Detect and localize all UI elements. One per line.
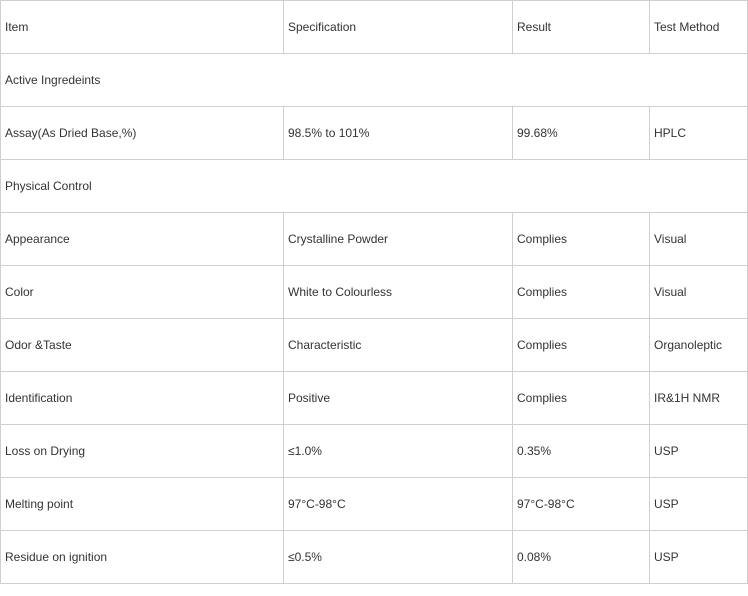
header-specification: Specification (284, 1, 513, 54)
cell-item: Identification (1, 372, 284, 425)
table-row (1, 372, 748, 425)
header-test-method: Test Method (650, 1, 748, 54)
table-row (1, 531, 748, 584)
cell-test-method: HPLC (650, 107, 748, 160)
section-title: Active Ingredeints (1, 54, 748, 107)
cell-item: Appearance (1, 213, 284, 266)
cell-test-method: Visual (650, 213, 748, 266)
cell-specification: White to Colourless (284, 266, 513, 319)
cell-specification: Characteristic (284, 319, 513, 372)
cell-item: Odor &Taste (1, 319, 284, 372)
cell-test-method: USP (650, 478, 748, 531)
cell-specification: 97°C-98°C (284, 478, 513, 531)
cell-specification: Positive (284, 372, 513, 425)
cell-test-method: IR&1H NMR (650, 372, 748, 425)
table-row (1, 266, 748, 319)
cell-test-method: Organoleptic (650, 319, 748, 372)
table-header-row (1, 1, 748, 54)
cell-result: 0.35% (513, 425, 650, 478)
section-row-active-ingredients (1, 54, 748, 107)
cell-result: Complies (513, 319, 650, 372)
cell-item: Assay(As Dried Base,%) (1, 107, 284, 160)
table-row (1, 425, 748, 478)
cell-specification: ≤1.0% (284, 425, 513, 478)
cell-test-method: USP (650, 531, 748, 584)
cell-item: Melting point (1, 478, 284, 531)
section-title: Physical Control (1, 160, 748, 213)
cell-result: 97°C-98°C (513, 478, 650, 531)
table-row (1, 319, 748, 372)
table-row (1, 478, 748, 531)
cell-test-method: Visual (650, 266, 748, 319)
cell-result: Complies (513, 213, 650, 266)
table-row (1, 213, 748, 266)
header-result: Result (513, 1, 650, 54)
cell-item: Color (1, 266, 284, 319)
cell-specification: 98.5% to 101% (284, 107, 513, 160)
cell-result: 0.08% (513, 531, 650, 584)
cell-item: Loss on Drying (1, 425, 284, 478)
cell-specification: ≤0.5% (284, 531, 513, 584)
cell-result: 99.68% (513, 107, 650, 160)
cell-item: Residue on ignition (1, 531, 284, 584)
cell-specification: Crystalline Powder (284, 213, 513, 266)
cell-result: Complies (513, 372, 650, 425)
section-row-physical-control (1, 160, 748, 213)
cell-test-method: USP (650, 425, 748, 478)
table-row (1, 107, 748, 160)
header-item: Item (1, 1, 284, 54)
cell-result: Complies (513, 266, 650, 319)
